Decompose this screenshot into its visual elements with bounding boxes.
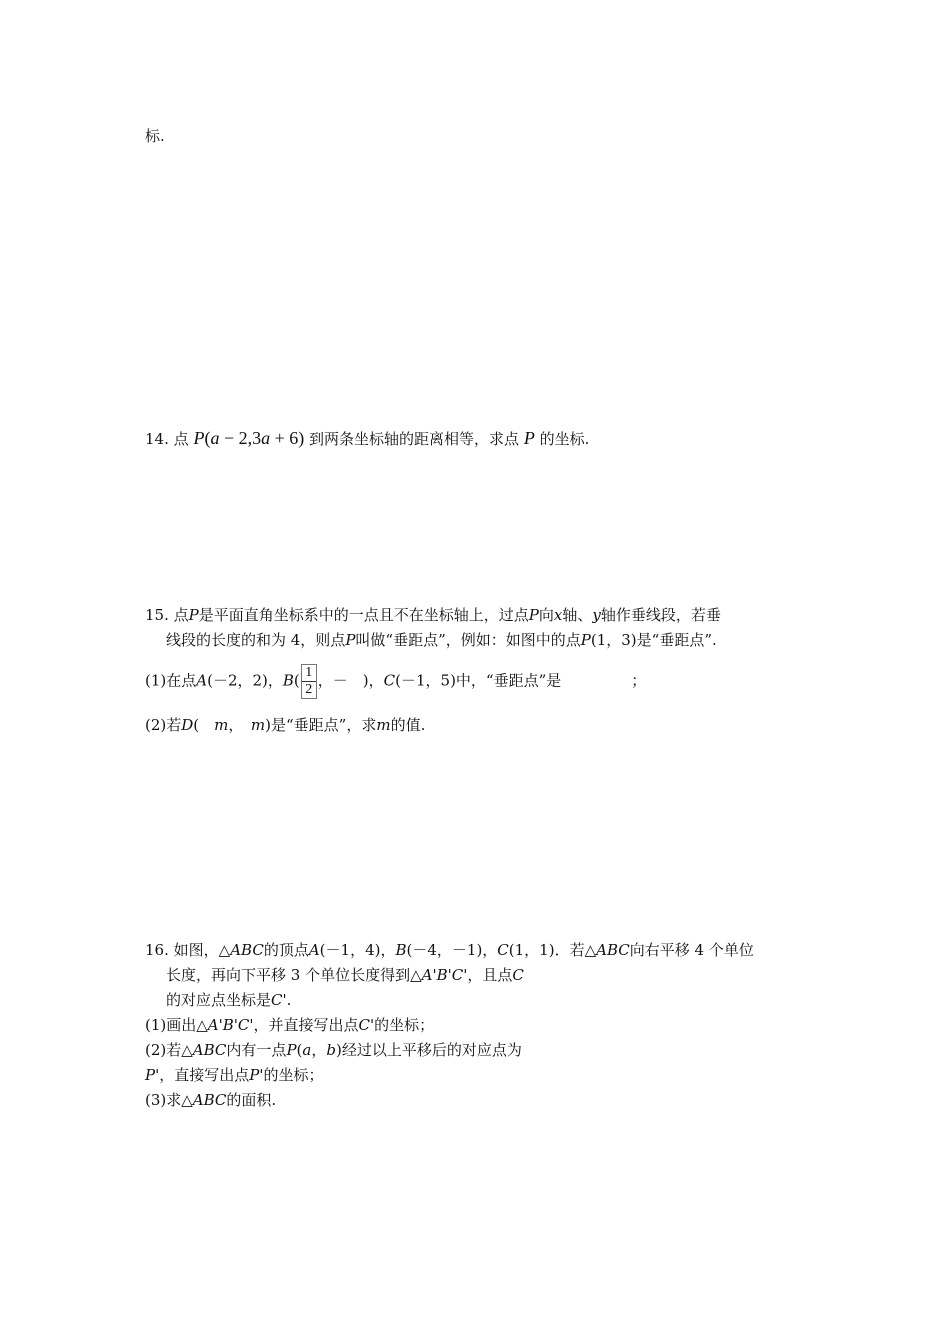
q15-line-2: 线段的长度的和为 4，则点P叫做“垂距点”，例如：如图中的点P(1，3)是“垂距点”. [166,631,717,649]
q16-part-2-cont: P'，直接写出点P'的坐标； [145,1066,324,1084]
question-number: 15. [145,606,169,624]
q16-part-2: (2)若△ABC内有一点P(a，b)经过以上平移后的对应点为 [145,1041,522,1059]
fraction-one-half: $\frac{1}{2}$ [301,664,317,699]
question-number: 16. [145,941,169,959]
q15-part-2: (2)若D( m， m)是“垂距点”，求m的值. [145,716,426,734]
q16-part-1: (1)画出△A'B'C'，并直接写出点C'的坐标； [145,1016,435,1034]
q16-line-1: 16. 如图，△ABC的顶点A(－1，4)，B(－4，－1)，C(1，1)．若△ABC向右平移 4 个单位 [145,941,754,959]
q13-tail: 标. [145,127,165,145]
q15-part-1: (1)在点A(－2，2)，B( $\frac{1}{2}$ ，－ )，C(－1，5)中，“垂距点”是 ； [145,665,647,697]
math-expression: P(a − 2,3a + 6) [193,428,305,448]
q16-line-3: 的对应点坐标是C'. [166,991,292,1009]
q16-part-3: (3)求△ABC的面积. [145,1091,277,1109]
question-number: 14. [145,430,169,448]
question-14: 14. 点 P(a − 2,3a + 6) 到两条坐标轴的距离相等，求点 P 的坐标. [145,428,590,448]
q15-line-1: 15. 点P是平面直角坐标系中的一点且不在坐标轴上，过点P向x轴、y轴作垂线段，若垂 [145,606,721,624]
q16-line-2: 长度，再向下平移 3 个单位长度得到△A'B'C'，且点C [166,966,524,984]
